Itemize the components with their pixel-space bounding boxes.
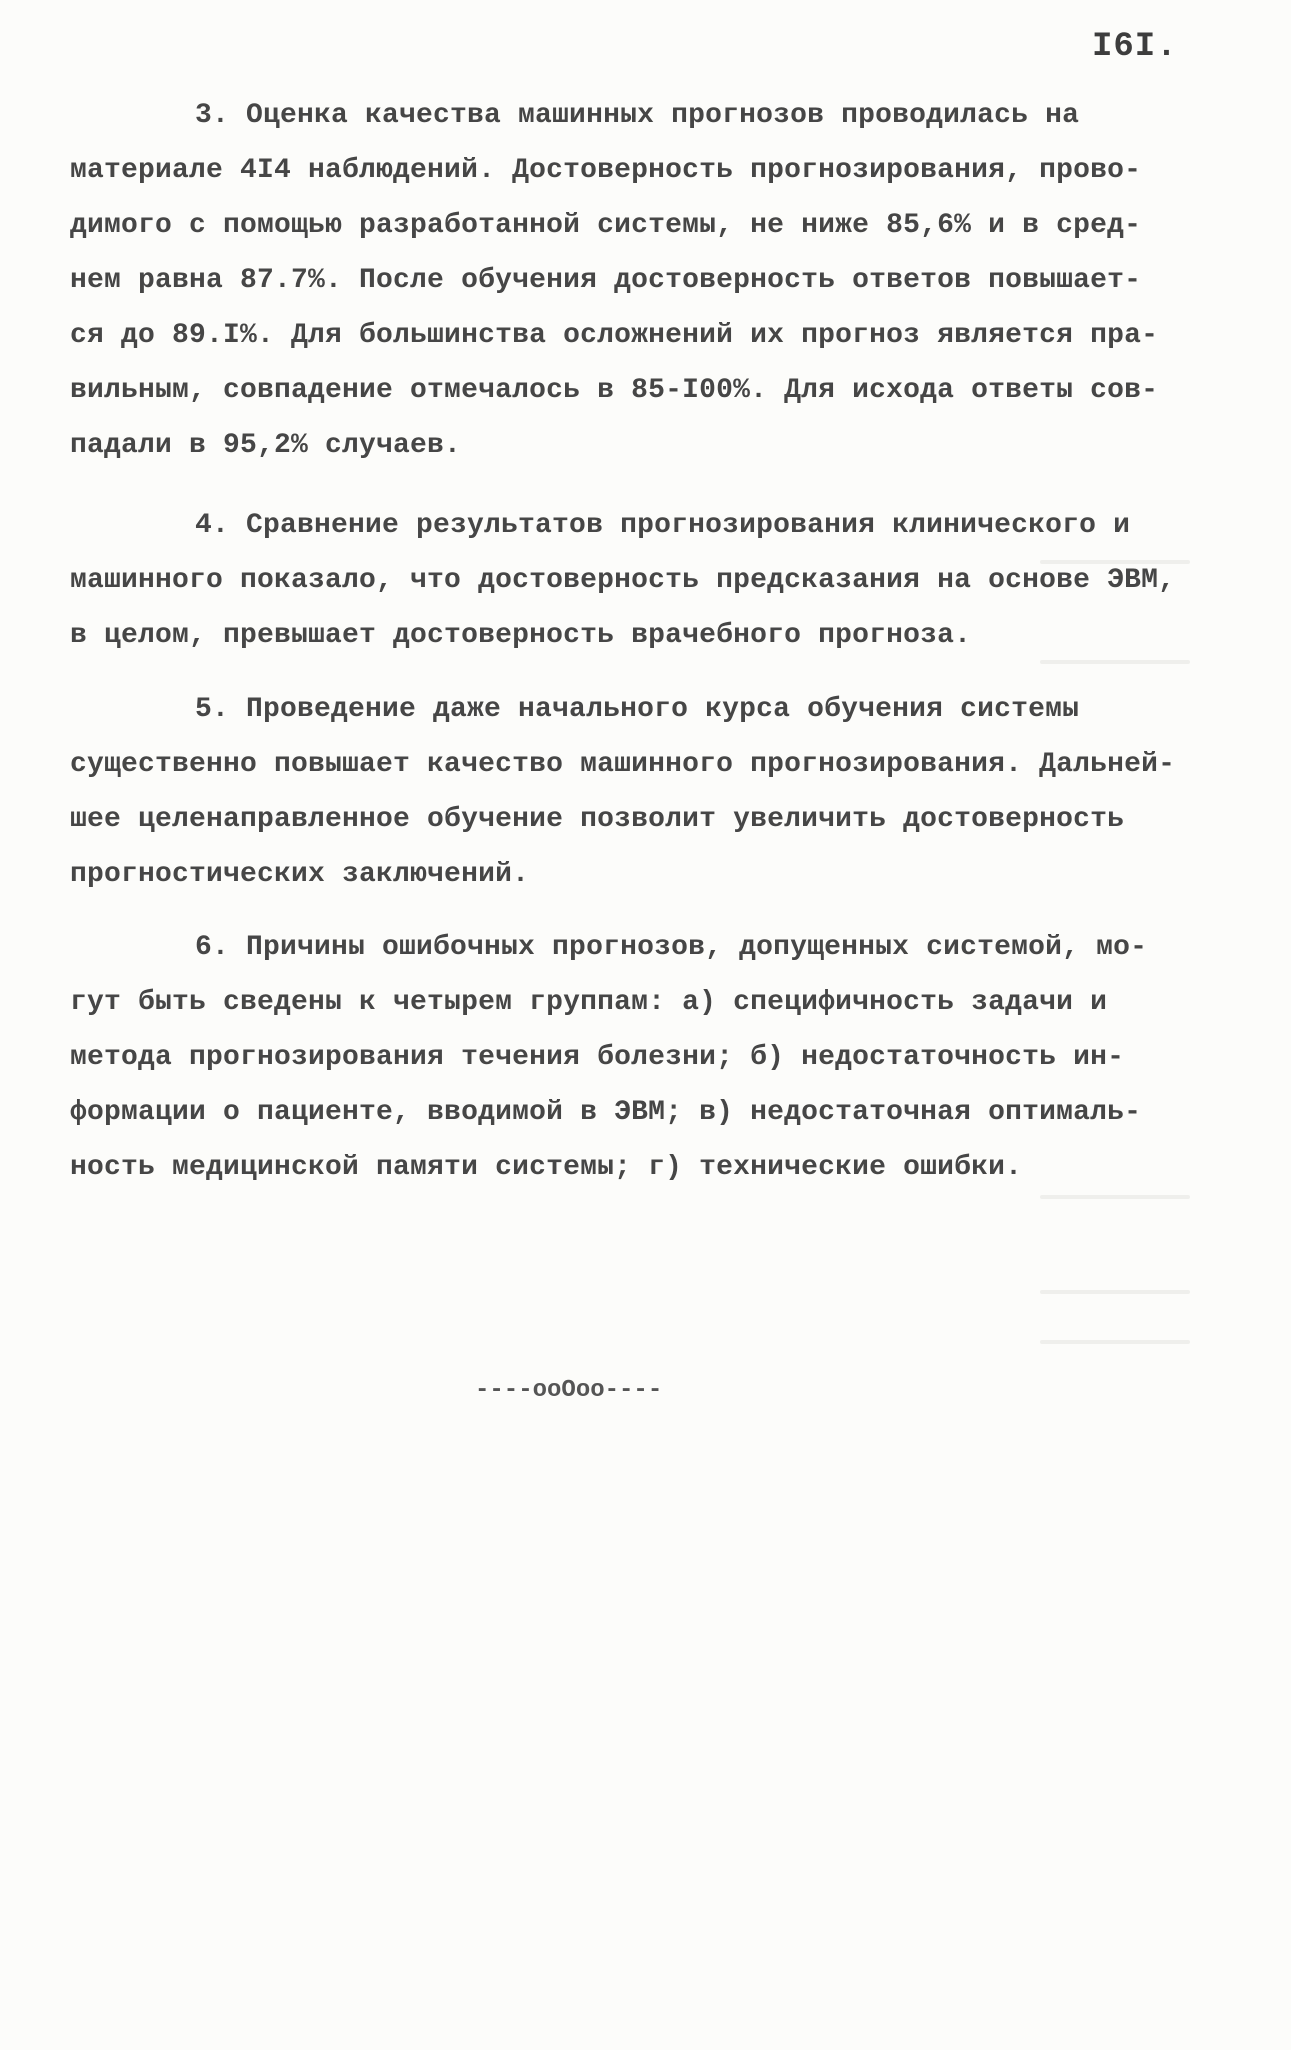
paragraph-line: 4. Сравнение результатов прогнозирования клинического и [195, 510, 1131, 541]
paragraph-line: 3. Оценка качества машинных прогнозов проводилась на [195, 100, 1080, 131]
paragraph-line: шее целенаправленное обучение позволит увеличить достоверность [70, 804, 1125, 835]
scan-artifact [1040, 660, 1190, 664]
paragraph-line: 5. Проведение даже начального курса обучения системы [195, 694, 1080, 725]
paragraph-line: метода прогнозирования течения болезни; б) недостаточность ин- [70, 1042, 1125, 1073]
paragraph-line: 6. Причины ошибочных прогнозов, допущенных системой, мо- [195, 932, 1148, 963]
scan-artifact [1040, 1340, 1190, 1344]
paragraph-line: формации о пациенте, вводимой в ЭВМ; в) недостаточная оптималь- [70, 1097, 1142, 1128]
page-number: I6I. [1092, 28, 1178, 66]
paragraph-line: димого с помощью разработанной системы, не ниже 85,6% и в сред- [70, 210, 1142, 241]
scan-artifact [1040, 1290, 1190, 1294]
paragraph-line: в целом, превышает достоверность врачебного прогноза. [70, 620, 972, 651]
scan-artifact [1040, 560, 1190, 564]
paragraph-line: материале 4I4 наблюдений. Достоверность прогнозирования, прово- [70, 155, 1142, 186]
paragraph-line: существенно повышает качество машинного прогнозирования. Дальней- [70, 749, 1176, 780]
paragraph-line: нем равна 87.7%. После обучения достоверность ответов повышает- [70, 265, 1142, 296]
paragraph-line: ность медицинской памяти системы; г) технические ошибки. [70, 1152, 1023, 1183]
paragraph-line: прогностических заключений. [70, 859, 530, 890]
paragraph-line: гут быть сведены к четырем группам: а) специфичность задачи и [70, 987, 1108, 1018]
paragraph-line: машинного показало, что достоверность предсказания на основе ЭВМ, [70, 565, 1176, 596]
paragraph-line: падали в 95,2% случаев. [70, 430, 462, 461]
paragraph-line: вильным, совпадение отмечалось в 85-I00%. Для исхода ответы сов- [70, 375, 1159, 406]
end-ornament: ----ooOoo---- [475, 1377, 663, 1404]
scan-artifact [1040, 1195, 1190, 1199]
paragraph-line: ся до 89.I%. Для большинства осложнений их прогноз является пра- [70, 320, 1159, 351]
